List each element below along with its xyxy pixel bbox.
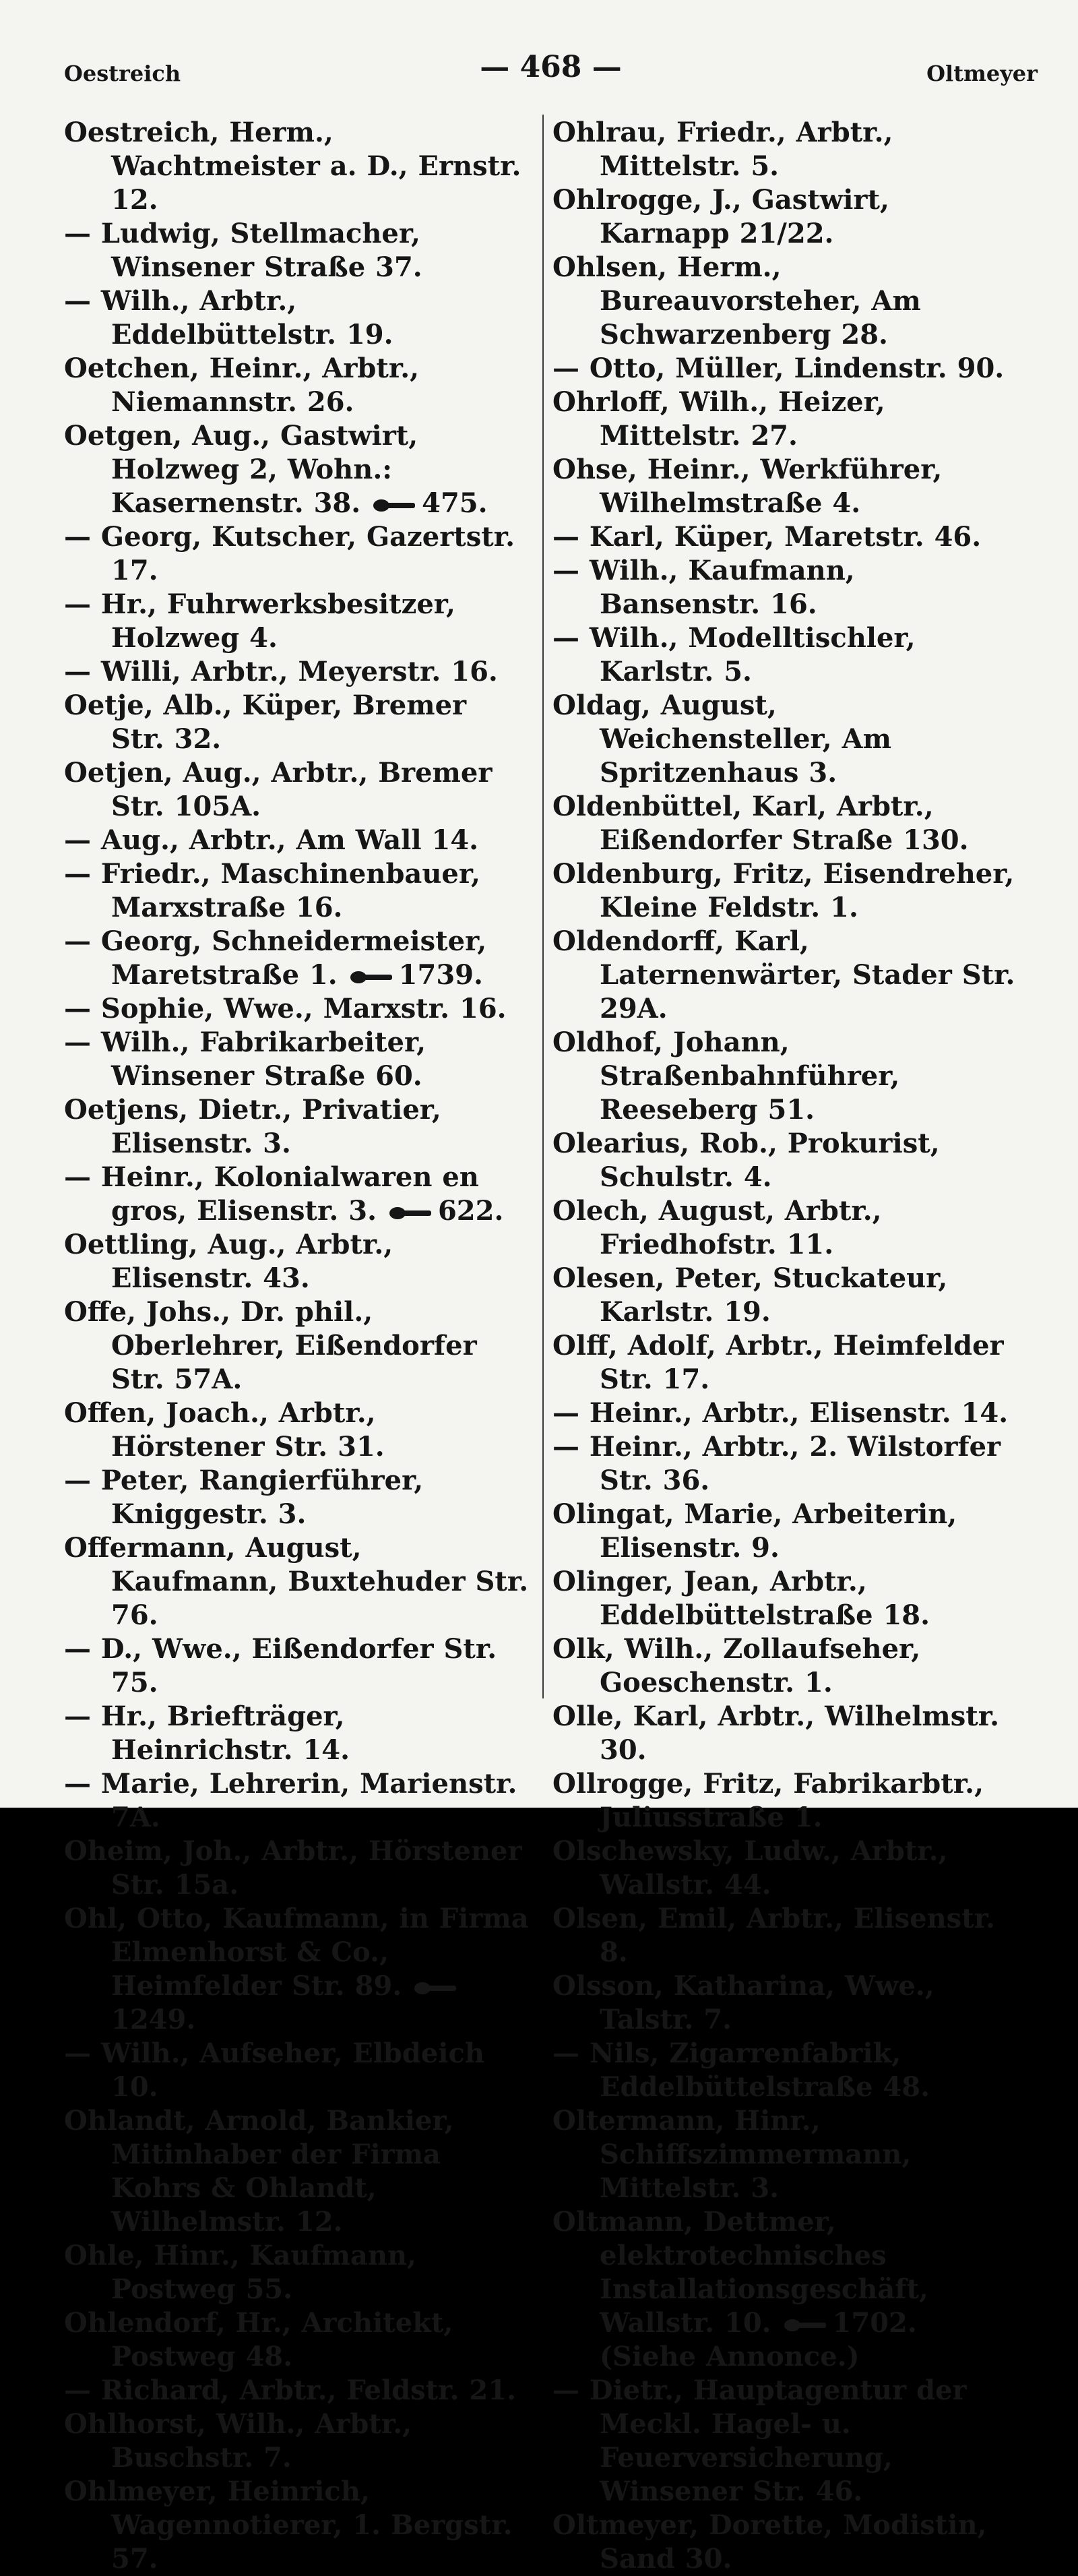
telephone-number: 1249.: [111, 2004, 196, 2035]
directory-entry: [64, 2374, 529, 2408]
entry-text: Oldenbüttel, Karl, Arbtr., Eißendorfer Straße 130.: [552, 791, 969, 856]
entry-text: Ohlmeyer, Heinrich, Wagennotierer, 1. Bergstr. 57.: [64, 2476, 513, 2575]
directory-entry: [552, 1397, 1017, 1430]
entry-text: Ohle, Hinr., Kaufmann, Postweg 55.: [64, 2240, 416, 2305]
entry-text: Oltmeyer, Dorette, Modistin, Sand 30.: [552, 2509, 987, 2575]
directory-entry: [64, 1464, 529, 1531]
entry-text: — Wilh., Modelltischler, Karlstr. 5.: [552, 622, 916, 687]
directory-entry: [64, 284, 529, 352]
entry-text: — D., Wwe., Eißendorfer Str. 75.: [64, 1633, 497, 1698]
entry-text: — Aug., Arbtr., Am Wall 14.: [64, 824, 479, 856]
directory-entry: [552, 1767, 1017, 1835]
entry-text: — Wilh., Fabrikarbeiter, Winsener Straße 60.: [64, 1026, 426, 1092]
directory-entry: [552, 2509, 1017, 2576]
entry-text: Oldag, August, Weichensteller, Am Spritzenhaus 3.: [552, 689, 891, 789]
directory-entry: [64, 1902, 529, 2037]
entry-text: — Wilh., Arbtr., Eddelbüttelstr. 19.: [64, 285, 393, 350]
entry-text: — Ludwig, Stellmacher, Winsener Straße 37.: [64, 218, 422, 283]
directory-entry: [64, 1161, 529, 1228]
directory-entry: [64, 925, 529, 992]
directory-entry: [64, 824, 529, 857]
directory-entry: [64, 756, 529, 824]
entry-text: — Georg, Kutscher, Gazertstr. 17.: [64, 521, 515, 586]
directory-entry: [552, 1194, 1017, 1262]
directory-entry: [64, 1093, 529, 1161]
entry-text: Oetjens, Dietr., Privatier, Elisenstr. 3.: [64, 1094, 441, 1159]
entry-text: Oheim, Joh., Arbtr., Hörstener Str. 15a.: [64, 1835, 522, 1901]
directory-entry: [552, 352, 1017, 386]
directory-entry: [552, 621, 1017, 689]
directory-entry: [64, 2306, 529, 2374]
entry-text: Ollrogge, Fritz, Fabrikarbtr., Juliusstraße 1.: [552, 1768, 984, 1833]
directory-entry: [552, 1026, 1017, 1127]
directory-entry: [64, 2239, 529, 2306]
entry-text: — Wilh., Aufseher, Elbdeich 10.: [64, 2037, 484, 2103]
entry-text: Ohlandt, Arnold, Bankier, Mitinhaber der Firma Kohrs & Ohlandt, Wilhelmstr. 12.: [64, 2105, 454, 2238]
entry-text: Olle, Karl, Arbtr., Wilhelmstr. 30.: [552, 1700, 1000, 1766]
entry-text: Offen, Joach., Arbtr., Hörstener Str. 31.: [64, 1397, 385, 1463]
directory-entry: [552, 183, 1017, 251]
entry-text: — Peter, Rangierführer, Kniggestr. 3.: [64, 1465, 424, 1530]
directory-entry: [552, 520, 1017, 554]
entry-text: Ohl, Otto, Kaufmann, in Firma Elmenhorst & Co., Heimfelder Str. 89.: [64, 1903, 529, 2002]
entry-text: — Georg, Schneidermeister, Maretstraße 1.: [64, 925, 487, 991]
entry-text: Oldhof, Johann, Straßenbahnführer, Reeseberg 51.: [552, 1026, 900, 1126]
entry-text: Ohse, Heinr., Werkführer, Wilhelmstraße 4.: [552, 454, 943, 519]
entry-text: — Friedr., Maschinenbauer, Marxstraße 16.: [64, 858, 480, 923]
telephone-icon: [414, 1981, 456, 1996]
directory-entry: [64, 689, 529, 756]
entry-text: Ohlrau, Friedr., Arbtr., Mittelstr. 5.: [552, 117, 893, 182]
entry-text: — Marie, Lehrerin, Marienstr. 7A.: [64, 1768, 517, 1833]
entry-text: Olech, August, Arbtr., Friedhofstr. 11.: [552, 1195, 882, 1260]
directory-entry: [64, 1767, 529, 1835]
telephone-icon: [373, 498, 415, 513]
directory-entry: [64, 2104, 529, 2239]
directory-entry: [552, 1329, 1017, 1397]
telephone-number: 1739.: [398, 959, 483, 991]
entry-text: Oestreich, Herm., Wachtmeister a. D., Ernstr. 12.: [64, 117, 521, 216]
directory-entry: [552, 1565, 1017, 1632]
directory-entry: [552, 689, 1017, 790]
header-first-entry: Oestreich: [64, 61, 181, 86]
directory-entry: [64, 2475, 529, 2576]
directory-entry: [64, 1632, 529, 1700]
entry-text: Olschewsky, Ludw., Arbtr., Wallstr. 44.: [552, 1835, 948, 1901]
entry-text: Oetchen, Heinr., Arbtr., Niemannstr. 26.: [64, 352, 420, 418]
entry-text: Olsen, Emil, Arbtr., Elisenstr. 8.: [552, 1903, 995, 1968]
directory-entry: [552, 1902, 1017, 1969]
entry-text: Olsson, Katharina, Wwe., Talstr. 7.: [552, 1970, 934, 2035]
directory-entry: [552, 790, 1017, 857]
directory-entry: [552, 453, 1017, 520]
right-column: [552, 116, 1017, 2576]
entry-text: Olingat, Marie, Arbeiterin, Elisenstr. 9.: [552, 1498, 957, 1564]
directory-entry: [64, 1835, 529, 1902]
entry-text: Ohlhorst, Wilh., Arbtr., Buschstr. 7.: [64, 2408, 412, 2474]
directory-entry: [552, 251, 1017, 352]
entry-text: — Hr., Fuhrwerksbesitzer, Holzweg 4.: [64, 588, 455, 654]
entry-text: — Otto, Müller, Lindenstr. 90.: [552, 352, 1005, 384]
directory-entry: [64, 655, 529, 689]
directory-entry: [552, 1632, 1017, 1700]
directory-entry: [64, 1026, 529, 1093]
directory-entry: [64, 1295, 529, 1397]
entry-text: — Heinr., Kolonialwaren en gros, Elisenstr. 3.: [64, 1161, 479, 1227]
directory-entry: [552, 1498, 1017, 1565]
entry-text: Olff, Adolf, Arbtr., Heimfelder Str. 17.: [552, 1330, 1004, 1395]
directory-entry: [552, 2104, 1017, 2205]
entry-text: Ohrloff, Wilh., Heizer, Mittelstr. 27.: [552, 386, 885, 452]
telephone-number: 622.: [437, 1195, 504, 1227]
entry-text: — Richard, Arbtr., Feldstr. 21.: [64, 2374, 517, 2406]
entry-text: — Wilh., Kaufmann, Bansenstr. 16.: [552, 555, 855, 620]
entry-text: — Nils, Zigarrenfabrik, Eddelbüttelstraße 48.: [552, 2037, 930, 2103]
directory-entry: [552, 1127, 1017, 1194]
directory-entry: [552, 2205, 1017, 2374]
entry-text: Olk, Wilh., Zollaufseher, Goeschenstr. 1.: [552, 1633, 921, 1698]
header-last-entry: Oltmeyer: [926, 61, 1038, 86]
directory-entry: [552, 554, 1017, 621]
entry-text: Olinger, Jean, Arbtr., Eddelbüttelstraße 18.: [552, 1566, 930, 1631]
directory-entry: [64, 217, 529, 284]
entry-text: Olesen, Peter, Stuckateur, Karlstr. 19.: [552, 1262, 948, 1328]
directory-entry: [552, 1262, 1017, 1329]
directory-entry: [64, 2408, 529, 2475]
entry-text: Oldendorff, Karl, Laternenwärter, Stader Str. 29A.: [552, 925, 1015, 1024]
entry-text: — Dietr., Hauptagentur der Meckl. Hagel- u. Feuerversicherung, Winsener Str. 46.: [552, 2374, 967, 2507]
directory-entry: [64, 857, 529, 925]
entry-text: Offe, Johs., Dr. phil., Oberlehrer, Eißendorfer Str. 57A.: [64, 1296, 477, 1395]
directory-entry: [64, 116, 529, 217]
directory-entry: [64, 1397, 529, 1464]
column-divider: [542, 115, 544, 1698]
entry-text: Oetjen, Aug., Arbtr., Bremer Str. 105A.: [64, 757, 493, 822]
directory-entry: [64, 352, 529, 419]
entry-text: — Sophie, Wwe., Marxstr. 16.: [64, 993, 507, 1024]
entry-text: Oetje, Alb., Küper, Bremer Str. 32.: [64, 689, 467, 755]
entry-text: Olearius, Rob., Prokurist, Schulstr. 4.: [552, 1128, 940, 1193]
telephone-icon: [389, 1206, 431, 1221]
directory-entry: [64, 419, 529, 520]
directory-entry: [552, 1430, 1017, 1498]
directory-entry: [552, 1835, 1017, 1902]
entry-text: Oltmann, Dettmer, elektrotechnisches Installationsgeschäft, Wallstr. 10.: [552, 2206, 928, 2339]
directory-entry: [552, 2374, 1017, 2509]
directory-entry: [552, 386, 1017, 453]
entry-text: — Hr., Briefträger, Heinrichstr. 14.: [64, 1700, 350, 1766]
entry-text: Ohlrogge, J., Gastwirt, Karnapp 21/22.: [552, 184, 889, 249]
directory-entry: [552, 2037, 1017, 2104]
page-header: [64, 49, 1038, 89]
entry-text: Offermann, August, Kaufmann, Buxtehuder Str. 76.: [64, 1532, 529, 1631]
directory-entry: [64, 1531, 529, 1632]
left-column: [64, 116, 529, 2576]
entry-text: Ohlsen, Herm., Bureauvorsteher, Am Schwarzenberg 28.: [552, 251, 921, 350]
telephone-number: 475.: [422, 487, 488, 519]
entry-text: Oetgen, Aug., Gastwirt, Holzweg 2, Wohn.: Kasernenstr. 38.: [64, 420, 418, 519]
directory-entry: [64, 1228, 529, 1295]
directory-entry: [552, 925, 1017, 1026]
directory-entry: [64, 992, 529, 1026]
entry-text: Ohlendorf, Hr., Architekt, Postweg 48.: [64, 2307, 453, 2372]
entry-text: Oldenburg, Fritz, Eisendreher, Kleine Feldstr. 1.: [552, 858, 1015, 923]
directory-entry: [552, 857, 1017, 925]
telephone-icon: [784, 2318, 826, 2333]
directory-entry: [552, 1969, 1017, 2037]
entry-text: — Heinr., Arbtr., 2. Wilstorfer Str. 36.: [552, 1431, 1001, 1496]
telephone-icon: [350, 970, 392, 985]
telephone-number: 1702. (Siehe Annonce.): [600, 2307, 917, 2372]
entry-text: — Karl, Küper, Maretstr. 46.: [552, 521, 982, 553]
entry-text: Oltermann, Hinr., Schiffszimmermann, Mittelstr. 3.: [552, 2105, 912, 2204]
directory-entry: [552, 1700, 1017, 1767]
entry-text: Oettling, Aug., Arbtr., Elisenstr. 43.: [64, 1229, 393, 1294]
page-number: — 468 —: [480, 50, 622, 84]
directory-entry: [64, 1700, 529, 1767]
directory-entry: [64, 588, 529, 655]
directory-entry: [552, 116, 1017, 183]
entry-text: — Heinr., Arbtr., Elisenstr. 14.: [552, 1397, 1009, 1429]
entry-text: — Willi, Arbtr., Meyerstr. 16.: [64, 656, 498, 687]
directory-entry: [64, 520, 529, 588]
directory-entry: [64, 2037, 529, 2104]
